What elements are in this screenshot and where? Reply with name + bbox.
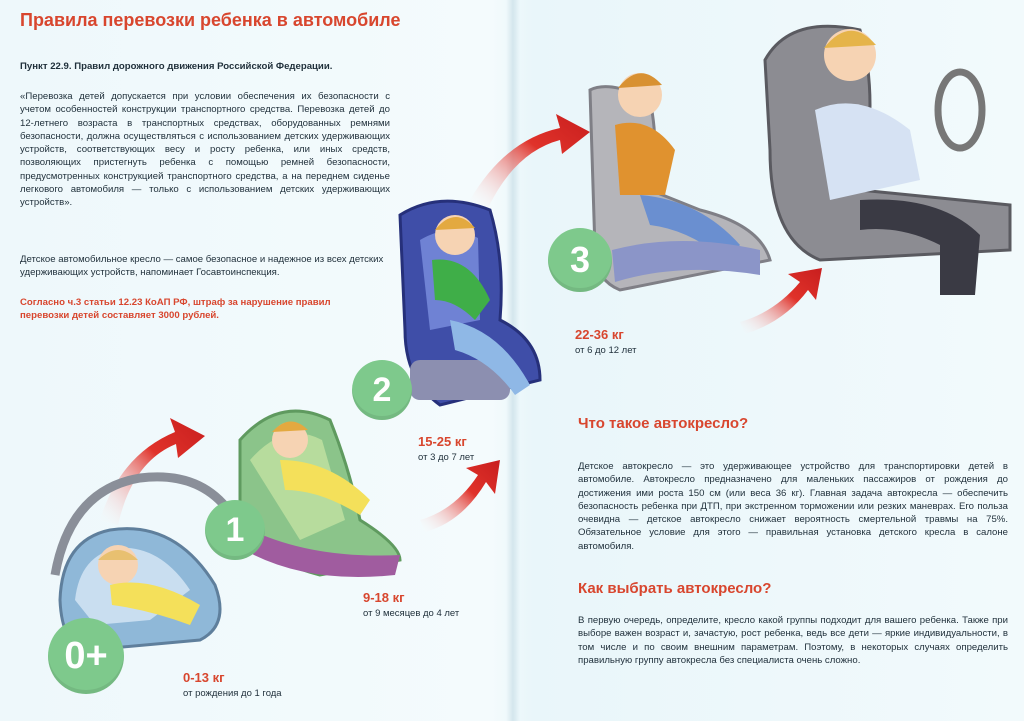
progress-arrow-icon — [100, 418, 205, 525]
child-seat-group2-icon — [400, 201, 540, 405]
group-3-weight: 22-36 кг — [575, 327, 624, 342]
safety-paragraph: Детское автомобильное кресло — самое безопасное и надежное из всех детских удерживающих устройств, напоминает Госавтоинспекция. — [20, 254, 384, 279]
group-2-weight: 15-25 кг — [418, 434, 467, 449]
section-body-how-to-choose: В первую очередь, определите, кресло какой группы подходит для вашего ребенка. Также при выборе важен возраст и, зачастую, рост ребенка, ведь все дети — яркие индивидуальности, в том числе и по своим внешним параметрам. Поэтому, в некоторых случаях определить правильную группу автокресла без специалиста очень сложно. — [578, 615, 1008, 666]
section-heading-how-to-choose: Как выбрать автокресло? — [578, 580, 772, 597]
rule-quote: «Перевозка детей допускается при условии обеспечения их безопасности с учетом особенностей конструкции транспортного средства. Перевозка детей до 12-летнего возраста в транспортных средствах, оборудованных ремнями безопасности, должна осуществляться с использованием детских удерживающих устройств, соответствующих весу и росту ребенка, или иных средств, позволяющих пристегнуть ребенка с помощью ремней безопасности, предусмотренных конструкцией транспортного средства, а на переднем сиденье легкового автомобиля — только с использованием детских удерживающих устройств». — [20, 91, 390, 209]
booster-seat-icon — [590, 73, 770, 290]
group-0plus-weight: 0-13 кг — [183, 670, 225, 685]
group-3-age: от 6 до 12 лет — [575, 345, 637, 356]
adult-driver-icon — [765, 26, 1010, 295]
group-badge-0plus: 0+ — [48, 618, 124, 694]
rule-reference: Пункт 22.9. Правил дорожного движения Российской Федерации. — [20, 61, 333, 72]
group-2-age: от 3 до 7 лет — [418, 452, 475, 463]
section-heading-what-is: Что такое автокресло? — [578, 415, 749, 432]
progress-arrow-icon — [420, 460, 500, 532]
group-badge-2: 2 — [352, 360, 412, 420]
progress-arrow-icon — [470, 114, 590, 208]
group-badge-3: 3 — [548, 228, 612, 292]
group-0plus-age: от рождения до 1 года — [183, 688, 282, 699]
fine-notice: Согласно ч.3 статьи 12.23 КоАП РФ, штраф за нарушение правил перевозки детей составляет 3000 рублей. — [20, 297, 331, 322]
section-body-what-is: Детское автокресло — это удерживающее устройство для транспортировки детей в автомобиле. Автокресло предназначено для маленьких пассажиров от рождения до достижения ими роста 150 см (или веса 36 кг). Главная задача автокресла — обеспечить безопасность ребенка при ДТП, при экстренном торможении или резких маневрах. Его польза очевидна — детское автокресло снижает вероятность смертельной травмы на 75%. Обязательное условие для этого — правильная установка детского кресла в салоне автомобиля. — [578, 461, 1008, 552]
page-title: Правила перевозки ребенка в автомобиле — [20, 10, 401, 30]
toddler-seat-icon — [232, 411, 400, 577]
group-badge-1: 1 — [205, 500, 265, 560]
group-1-age: от 9 месяцев до 4 лет — [363, 608, 460, 619]
group-1-weight: 9-18 кг — [363, 590, 405, 605]
progress-arrow-icon — [740, 268, 822, 334]
